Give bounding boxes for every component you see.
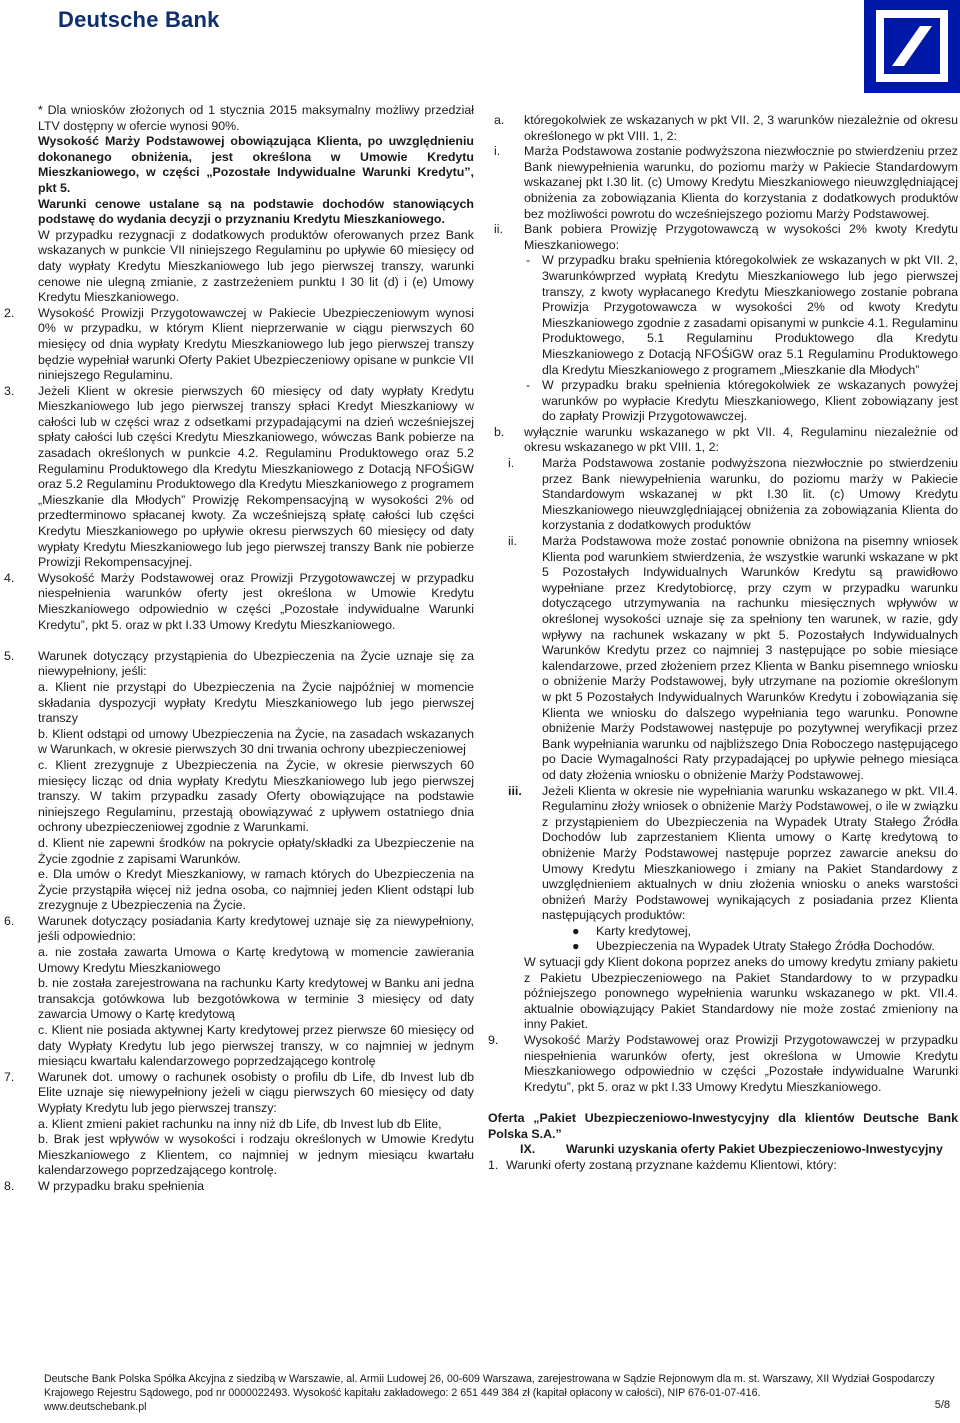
item-number: ii. xyxy=(494,222,503,237)
situation-paragraph: W sytuacji gdy Klient dokona poprzez aneks do umowy kredytu zmiany pakietu z Pakietu Ubezpieczeniowego na Pakiet Standardowy to w przypadku późniejszego ponownego wypełnienia warunku wskazanego w pkt. VII.4. aktualnie obowiązujący Pakiet Standardowy nie może zostać zmieniony na inny Pakiet. xyxy=(524,955,958,1032)
sub-item xyxy=(488,534,958,784)
list-item xyxy=(4,383,474,571)
spacer xyxy=(488,1095,958,1111)
sub-item: a. nie została zawarta Umowa o Kartę kredytową w momencie zawierania Umowy Kredytu Mieszkaniowego xyxy=(38,945,474,975)
spacer xyxy=(488,103,958,113)
item-number: i. xyxy=(494,144,501,159)
item-number: a. xyxy=(494,113,505,127)
item-number: 7. xyxy=(4,1069,15,1084)
item-number: 2. xyxy=(4,305,15,320)
item-number: 5. xyxy=(4,648,15,663)
item-text: Warunek dot. umowy o rachunek osobisty o profilu db Life, db Invest lub db Elite uznaje się niewypełniony jeżeli w ciągu pierwszych 60 miesięcy od daty Wypłaty Kredytu lub jego pierwszej transzy: xyxy=(38,1069,474,1115)
resignation-paragraph: W przypadku rezygnacji z dodatkowych produktów oferowanych przez Bank wskazanych w punkcie VII niniejszego Regulaminu po upływie 60 miesięcy od daty wypłaty Kredytu Mieszkaniowego lub jego pierwszej transzy, warunki cenowe nie ulegną zmianie, z zastrzeżeniem punktu I 30 lit (d) i (e) Umowy Kredytu Mieszkaniowego. xyxy=(38,227,474,305)
page-header xyxy=(0,0,960,100)
item-number: 6. xyxy=(4,913,15,928)
sub-item: b. Klient odstąpi od umowy Ubezpieczenia na Życie, na zasadach wskazanych w Warunkach, w okresie pierwszych 30 dni trwania ochrony ubezpieczeniowej xyxy=(38,726,474,757)
item-text: Warunki oferty zostaną przyznane każdemu Klientowi, który: xyxy=(506,1157,837,1172)
item-text: W przypadku braku spełnienia xyxy=(38,1178,204,1193)
item-text: W przypadku braku spełnienia któregokolwiek ze wskazanych powyżej warunków po wypłacie Kredytu Mieszkaniowego, Klient zobowiązany jest do zapłaty Prowizji Przygotowawczej. xyxy=(542,378,958,424)
sub-item: d. Klient nie zapewni środków na pokrycie opłaty/składki za Ubezpieczenie na Życie zgodnie z zapisami Warunków. xyxy=(38,835,474,866)
list-item xyxy=(488,1033,958,1095)
brand-name: Deutsche Bank xyxy=(58,7,220,32)
left-column xyxy=(4,103,474,1195)
list-item xyxy=(4,305,474,384)
item-text: Wysokość Prowizji Przygotowawczej w Pakiecie Ubezpieczeniowym wynosi 0% w przypadku, w którym Klient nieprzerwanie w ciągu pierwszych 60 miesięcy od dnia wypłaty Kredytu Mieszkaniowego lub jego pierwszej transzy będzie wypełniał warunki Oferty Pakiet Ubezpieczeniowy opisane w punkcie VII niniejszego Regulaminu. xyxy=(38,305,474,383)
sub-item xyxy=(488,144,958,222)
item-text: Bank pobiera Prowizję Przygotowawczą w wysokości 2% kwoty Kredytu Mieszkaniowego: xyxy=(524,222,958,252)
sub-item: c. Klient zrezygnuje z Ubezpieczenia na Życie, w okresie pierwszych 60 miesięcy licząc od dnia wypłaty Kredytu Mieszkaniowego lub jego pierwszej transzy. W takim przypadku zasady Oferty obowiązujące na podstawie niniejszego Regulaminu, przestają obowiązywać z upływem ostatniego dnia ochrony ubezpieczeniowej zgodnie z Warunkami. xyxy=(38,757,474,835)
item-text: Marża Podstawowa zostanie podwyższona niezwłocznie po stwierdzeniu przez Bank niewypełnienia warunku, do poziomu marży w Pakiecie Standardowym wskazanej pkt I.30 lit. (c) Umowy Kredytu Mieszkaniowego nieuwzględniającej obniżenia za zobowiązania Klienta do korzystania z dodatkowych produktów bez możliwości powrotu do wcześniejszego poziomu Marży Podstawowej. xyxy=(524,144,958,221)
item-number: ii. xyxy=(508,534,517,549)
bullet-item xyxy=(488,924,958,940)
section-heading xyxy=(488,1142,958,1158)
dash-item xyxy=(488,253,958,378)
item-text: Jeżeli Klient w okresie pierwszych 60 miesięcy od daty wypłaty Kredytu Mieszkaniowego lub jego pierwszej transzy spłaci Kredyt Mieszkaniowy w całości lub w części wraz z odsetkami przypadającymi na dzień wcześniejszej spłaty całości lub części Kredytu Mieszkaniowego, wówczas Bank pobierze na zasadach określonych w punkcie 4.2. Regulaminu Produktowego oraz 5.2 Regulaminu Produktowego dla Kredytu Mieszkaniowego z Dotacją NFOŚiGW oraz 5.2 Regulaminu Produktowego dla Kredytu Mieszkaniowego z programem „Mieszkanie dla Młodych” Prowizję Rekompensacyjną w wysokości 2% od przedterminowo spłacanej kwoty. Za wcześniejszą spłatę całości lub części Kredytu Mieszkaniowego po upływie okresu pierwszych 60 miesięcy od daty wypłaty Kredytu Mieszkaniowego lub jego pierwszej transzy Bank nie pobierze Prowizji Rekompensacyjnej. xyxy=(38,383,474,570)
sub-item: b. Brak jest wpływów w wysokości i rodzaju określonych w Umowie Kredytu Mieszkaniowego z Klientem, co najmniej w jednym miesiącu kwartału kalendarzowego poprzedzającego kontrolę. xyxy=(38,1132,474,1178)
item-number: 3. xyxy=(4,383,15,398)
item-text: Ubezpieczenia na Wypadek Utraty Stałego Źródła Dochodów. xyxy=(596,939,935,954)
item-text: Wysokość Marży Podstawowej oraz Prowizji Przygotowawczej w przypadku niespełnienia warunków oferty jest określona w Umowie Kredytu Mieszkaniowego odpowiednio w części „Pozostałe indywidualne Warunki Kredytu”, pkt 5. oraz w pkt I.33 Umowy Kredytu Mieszkaniowego. xyxy=(38,570,474,632)
item-number: 1. xyxy=(488,1157,499,1172)
sub-item: a. Klient zmieni pakiet rachunku na inny niż db Life, db Invest lub db Elite, xyxy=(38,1116,442,1131)
list-item xyxy=(4,1178,474,1195)
item-text: Wysokość Marży Podstawowej oraz Prowizji Przygotowawczej w przypadku niespełnienia warunków oferty, jest określona w Umowie Kredytu Mieszkaniowego odpowiednio w części „Pozostałe indywidualne Warunki Kredytu”, pkt 5. oraz w pkt I.33 Umowy Kredytu Mieszkaniowego. xyxy=(524,1033,958,1094)
item-number: 8. xyxy=(4,1178,15,1193)
ltv-note: * Dla wniosków złożonych od 1 stycznia 2015 maksymalny możliwy przedział LTV dostępny w ofercie wynosi 90%. xyxy=(38,103,474,133)
sub-item xyxy=(488,456,958,534)
item-text: W przypadku braku spełnienia któregokolwiek ze wskazanych w pkt VII. 2, 3warunkówprzed wypłatą Kredytu Mieszkaniowego lub jego pierwszej transzy, z kwoty wypłacanego Kredytu Mieszkaniowego zostanie pobrana Prowizja Przygotowawcza w wysokości 2% od kwoty Kredytu Mieszkaniowego zgodnie z zasadami opisanymi w punkcie 4.1. Regulaminu Produktowego, 5.1 Regulaminu Produktowego dla Kredytu Mieszkaniowego z Dotacją NFOŚiGW oraz 5.1 Regulaminu Produktowego dla Kredytu Mieszkaniowego z programem „Mieszkanie dla Młodych” xyxy=(542,253,958,377)
dash-item xyxy=(488,378,958,425)
footer-website: www.deutschebank.pl xyxy=(44,1401,147,1413)
item-text: Warunek dotyczący posiadania Karty kredytowej uznaje się za niewypełniony, jeśli odpowiednio: xyxy=(38,913,474,944)
list-item xyxy=(4,648,474,680)
bullet-icon: ● xyxy=(572,923,580,938)
list-item xyxy=(4,1069,474,1117)
item-text: któregokolwiek ze wskazanych w pkt VII. 2, 3 warunków niezależnie od okresu określonego w pkt VIII. 1, 2: xyxy=(524,113,958,143)
sub-item xyxy=(488,784,958,924)
sub-item xyxy=(488,425,958,456)
item-number: - xyxy=(526,253,531,268)
sub-item xyxy=(488,113,958,144)
sub-item xyxy=(488,222,958,253)
section-title: Warunki uzyskania oferty Pakiet Ubezpieczeniowo-Inwestycyjny xyxy=(566,1142,943,1157)
item-number: - xyxy=(526,378,531,393)
item-number: 4. xyxy=(4,570,15,585)
margin-paragraph: Wysokość Marży Podstawowej obowiązująca Klienta, po uwzględnieniu dokonanego obniżenia, jest określona w Umowie Kredytu Mieszkaniowego, w części „Pozostałe Indywidualne Warunki Kredytu”, pkt 5. xyxy=(38,134,474,195)
item-text: Jeżeli Klienta w okresie nie wypełniania warunku wskazanego w pkt. VII.4. Regulaminu złoży wniosek o obniżenie Marży Podstawowej, o ile w związku z przystąpieniem do Ubezpieczenia na Wypadek Utraty Stałego Źródła Dochodów lub zaprzestaniem Klienta umowy o Kartę kredytową to obniżenie Marży Podstawowej następuje poprzez zawarcie aneksu do Umowy Kredytu Mieszkaniowego i zmiany na Pakiet Standardowy z uwzględnieniem aktualnych w dniu złożenia wniosku o aneks warstości obniżeń Marży Podstawowej wynikających z posiadania przez Klienta następujących produktów: xyxy=(542,783,958,923)
sub-item: e. Dla umów o Kredyt Mieszkaniowy, w ramach których do Ubezpieczenia na Życie przystąpiła więcej niż jedna osoba, co najmniej jeden Klient odstąpi lub zrezygnuje z Ubezpieczenia na Życie. xyxy=(38,867,474,913)
right-column xyxy=(488,103,958,1173)
spacer xyxy=(38,633,474,649)
page-footer xyxy=(44,1372,944,1414)
bullet-icon: ● xyxy=(572,939,580,954)
sub-item: a. Klient nie przystąpi do Ubezpieczenia na Życie najpóźniej w momencie składania dyspozycji wypłaty Kredytu Mieszkaniowego lub jego pierwszej transzy xyxy=(38,679,474,726)
item-number: i. xyxy=(508,456,515,471)
offer-heading: Oferta „Pakiet Ubezpieczeniowo-Inwestycyjny dla klientów Deutsche Bank Polska S.A.” xyxy=(488,1111,958,1141)
pricing-paragraph: Warunki cenowe ustalane są na podstawie dochodów stanowiących podstawę do wydania decyzji o przyznaniu Kredytu Mieszkaniowego. xyxy=(38,196,474,227)
page-number: 5/8 xyxy=(934,1399,950,1411)
item-text: Warunek dotyczący przystąpienia do Ubezpieczenia na Życie uznaje się za niewypełniony, jeśli: xyxy=(38,648,474,679)
item-number: iii. xyxy=(508,783,522,798)
item-text: Karty kredytowej, xyxy=(596,923,692,938)
sub-item: b. nie została zarejestrowana na rachunku Karty kredytowej w Banku ani jedna transakcja gotówkowa lub bezgotówkowa w terminie 3 miesięcy od daty zawarcia Umowy o Kartę kredytową xyxy=(38,976,474,1022)
list-item xyxy=(488,1158,958,1174)
item-number: 9. xyxy=(488,1033,499,1048)
bullet-item xyxy=(488,939,958,955)
deutsche-bank-logo-icon xyxy=(864,0,960,93)
footer-legal-text: Deutsche Bank Polska Spółka Akcyjna z siedzibą w Warszawie, al. Armii Ludowej 26, 00-609 Warszawa, zarejestrowana w Sądzie Rejonowym dla m. st. Warszawy, XII Wydział Gospodarczy Krajowego Rejestru Sądowego, pod nr 0000022493. Wysokość kapitału zakładowego: 2 651 449 384 zł (kapitał opłacony w całości), NIP 676-01-07-416. xyxy=(44,1373,935,1399)
item-text: Marża Podstawowa może zostać ponownie obniżona na pisemny wniosek Klienta pod warunkiem stwierdzenia, że wszystkie warunki wskazane w pkt 5 Pozostałych Indywidualnych Warunków Kredytu są prawidłowo wypełniane przez Kredytobiorcę, przy czym w przypadku warunku dotyczącego utrzymywania na rachunku miesięcznych wpływów w określonej wysokości uznaje się za spełniony ten warunek, w razie, gdy wpływy na rachunek wskazany w pkt 5. Pozostałych Indywidualnych Warunków Kredytu przez co najmniej 3 następujące po sobie miesiące kalendarzowe, przed złożeniem przez Klienta w Banku pisemnego wniosku o obniżenie Marży Podstawowej, były utrzymane na poziomie określonym w pkt 5 Pozostałych Indywidualnych Warunków Kredytu i zobowiązania się Klienta we wniosku do dalszego wypełniania tego warunku. Ponowne obniżenie Marży Podstawowej następuje po pozytywnej weryfikacji przez Bank wypełniania warunku od najbliższego Dnia Roboczego następującego po Dacie Wymagalności Raty przypadającej po upływie pełnego miesiąca od daty złożenia wniosku o obniżenie Marży Podstawowej. xyxy=(542,534,958,782)
sub-item: c. Klient nie posiada aktywnej Karty kredytowej przez pierwsze 60 miesięcy od daty Wypłaty Kredytu lub jego pierwszej transzy, w co najmniej w jednym miesiącu kwartału kalendarzowego poprzedzającego kontrolę xyxy=(38,1023,474,1069)
item-text: wyłącznie warunku wskazanego w pkt VII. 4, Regulaminu niezależnie od okresu wskazanego w pkt VIII. 1, 2: xyxy=(524,424,958,455)
item-text: Marża Podstawowa zostanie podwyższona niezwłocznie po stwierdzeniu przez Bank niewypełnienia warunku, do poziomu marży w Pakiecie Standardowym wskazanej w pkt I.30 lit. (c) Umowy Kredytu Mieszkaniowego nieuwzględniającej obniżenia za zobowiązania Klienta do korzystania z dodatkowych produktów xyxy=(542,456,958,533)
list-item xyxy=(4,913,474,945)
item-number: b. xyxy=(494,424,505,439)
list-item xyxy=(4,570,474,633)
section-number: IX. xyxy=(520,1142,536,1157)
